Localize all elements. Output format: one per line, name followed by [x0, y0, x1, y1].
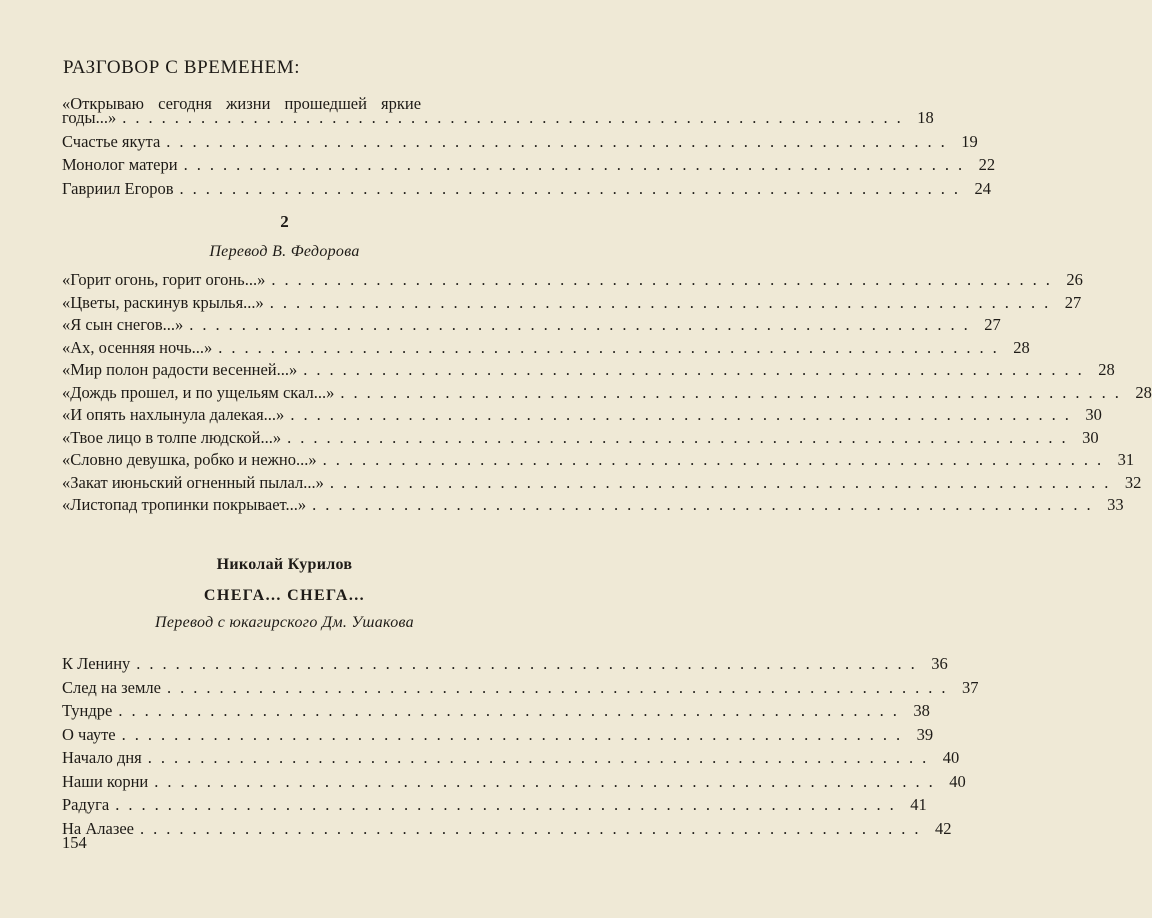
toc-entry-page: 40	[949, 771, 966, 791]
toc-entry-title: «Дождь прошел, и по ущельям скал...»	[62, 382, 335, 402]
toc-entry-page: 30	[1085, 405, 1102, 424]
toc-entry-page: 27	[1064, 292, 1082, 312]
toc-entry-page: 40	[942, 748, 960, 767]
toc-entry-page: 30	[1082, 427, 1099, 447]
toc-entry-page: 28	[1135, 382, 1152, 402]
dot-leader: ............................................................	[189, 315, 977, 334]
dot-leader: ............................................................	[154, 771, 942, 791]
toc-entry-title: О чауте	[62, 724, 116, 744]
toc-entry-title: «Словно девушка, робко и нежно...»	[62, 450, 317, 469]
toc-entry-page: 38	[913, 701, 930, 720]
toc-entry-title: На Алазее	[62, 818, 135, 838]
toc-entry	[62, 427, 1099, 450]
toc-entry	[62, 818, 952, 841]
toc-entry-page: 39	[916, 724, 934, 744]
toc-entry	[62, 771, 966, 794]
toc-entry-title: К Ленину	[62, 654, 131, 673]
toc-entry-page: 31	[1117, 450, 1135, 469]
dot-leader: ............................................................	[183, 155, 972, 174]
toc-entry	[62, 748, 960, 770]
toc-entry	[62, 450, 1135, 472]
dot-leader: ............................................................	[136, 654, 924, 673]
toc-entry	[62, 178, 991, 201]
toc-entry	[62, 155, 996, 177]
toc-entry-title: Монолог матери	[62, 155, 178, 174]
toc-entry	[62, 360, 1115, 382]
toc-entry-page: 26	[1066, 270, 1083, 289]
toc-entry	[62, 382, 1152, 405]
toc-entry-title: «Листопад тропинки покрывает...»	[62, 495, 307, 514]
dot-leader: ............................................................	[179, 178, 967, 198]
toc-entry-title: Начало дня	[62, 748, 142, 767]
toc-entry-page: 28	[1013, 337, 1030, 357]
toc-entry	[62, 677, 979, 700]
toc-entry	[62, 108, 934, 130]
book-title: СНЕГА... СНЕГА...	[203, 587, 366, 604]
page-number: 154	[62, 833, 87, 852]
toc-entry	[62, 472, 1142, 495]
dot-leader: ............................................................	[322, 450, 1111, 469]
toc-entry-page: 32	[1124, 472, 1142, 492]
toc-entry-title: «Цветы, раскинув крылья...»	[62, 292, 264, 312]
dot-leader: ............................................................	[218, 337, 1006, 357]
toc-entry-first-line: «Открываю сегодня жизни прошедшей яркие	[62, 94, 422, 113]
toc-entry-title: «Мир полон радости весенней...»	[62, 360, 298, 379]
dot-leader: ............................................................	[329, 472, 1118, 492]
author-name: Николай Курилов	[216, 556, 353, 573]
toc-entry-page: 37	[961, 677, 979, 697]
dot-leader: ............................................................	[287, 427, 1075, 447]
toc-entry-title: Наши корни	[62, 771, 149, 791]
dot-leader: ............................................................	[166, 131, 954, 151]
toc-entry-title: Гавриил Егоров	[62, 178, 174, 198]
dot-leader: ............................................................	[166, 677, 955, 697]
toc-entry	[62, 292, 1082, 315]
toc-entry-title: «Горит огонь, горит огонь...»	[62, 270, 266, 289]
dot-leader: ............................................................	[303, 360, 1091, 379]
toc-entry-title: Счастье якута	[62, 131, 161, 151]
dot-leader: ............................................................	[269, 292, 1058, 312]
dot-leader: ............................................................	[147, 748, 936, 767]
dot-leader: ............................................................	[290, 405, 1078, 424]
toc-entry-title: След на земле	[62, 677, 161, 697]
toc-entry-title: Радуга	[62, 795, 110, 814]
toc-entry-title: Тундре	[62, 701, 113, 720]
toc-entry	[62, 495, 1124, 517]
toc-entry	[62, 701, 930, 723]
toc-entry	[62, 654, 948, 676]
toc-entry	[62, 724, 934, 747]
dot-leader: ............................................................	[312, 495, 1100, 514]
toc-entry-page: 18	[917, 108, 934, 127]
toc-entry-page: 19	[961, 131, 978, 151]
toc-entry-title: годы...»	[62, 108, 117, 127]
toc-entry-title: «Ах, осенняя ночь...»	[62, 337, 213, 357]
toc-entry	[62, 131, 978, 154]
toc-entry	[62, 795, 927, 817]
dot-leader: ............................................................	[121, 724, 910, 744]
dot-leader: ............................................................	[140, 818, 928, 838]
toc-entry-page: 41	[910, 795, 927, 814]
toc-entry-title: «Твое лицо в толпе людской...»	[62, 427, 282, 447]
translator-credit: Перевод В. Федорова	[209, 243, 360, 260]
toc-entry-title: «И опять нахлынула далекая...»	[62, 405, 285, 424]
dot-leader: ............................................................	[122, 108, 910, 127]
dot-leader: ............................................................	[115, 795, 903, 814]
section-number: 2	[280, 212, 289, 231]
toc-entry-page: 28	[1098, 360, 1115, 379]
toc-entry-page: 27	[984, 315, 1001, 334]
dot-leader: ............................................................	[271, 270, 1059, 289]
dot-leader: ............................................................	[118, 701, 906, 720]
toc-entry-page: 33	[1107, 495, 1124, 514]
dot-leader: ............................................................	[340, 382, 1128, 402]
toc-entry	[62, 405, 1102, 427]
toc-entry-page: 42	[935, 818, 952, 838]
toc-entry-page: 22	[978, 155, 996, 174]
toc-entry-page: 36	[931, 654, 948, 673]
toc-entry	[62, 270, 1083, 292]
toc-entry-page: 24	[974, 178, 991, 198]
toc-entry-title: «Я сын снегов...»	[62, 315, 184, 334]
toc-entry-title: «Закат июньский огненный пылал...»	[62, 472, 324, 492]
toc-entry	[62, 337, 1030, 360]
translator-credit-2: Перевод с юкагирского Дм. Ушакова	[155, 614, 414, 631]
section-heading: РАЗГОВОР С ВРЕМЕНЕМ:	[63, 57, 301, 78]
toc-entry	[62, 315, 1001, 337]
